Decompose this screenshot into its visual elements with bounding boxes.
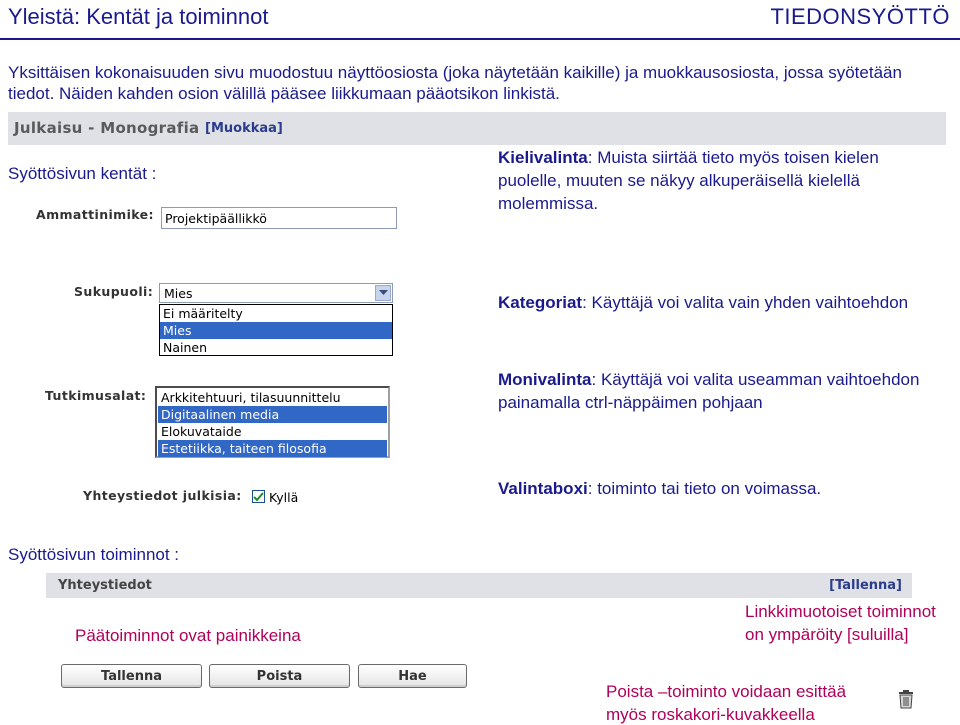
checkmark-icon (253, 492, 264, 502)
language-note-term: Kielivalinta (498, 148, 588, 167)
contact-public-checkbox[interactable] (252, 490, 265, 503)
gender-option[interactable]: Nainen (163, 340, 208, 355)
contact-title: Yhteystiedot (58, 578, 152, 593)
edit-link[interactable]: [Muokkaa] (205, 121, 283, 136)
save-link[interactable]: [Tallenna] (829, 578, 902, 593)
delete-button[interactable]: Poista (209, 664, 350, 688)
slide-section-label: TIEDONSYÖTTÖ (770, 4, 950, 29)
checkbox-note-term: Valintaboxi (498, 479, 588, 498)
header-divider (0, 38, 960, 40)
fields-section-label: Syöttösivun kentät : (8, 164, 157, 183)
category-note-text: : Käyttäjä voi valita vain yhden vaihtoehdon (582, 293, 909, 312)
category-note-term: Kategoriat (498, 293, 583, 312)
gender-option-selected[interactable]: Mies (160, 322, 392, 339)
actions-section-label: Syöttösivun toiminnot : (8, 545, 180, 564)
research-areas-multiselect[interactable] (155, 386, 390, 458)
research-area-option[interactable]: Arkkitehtuuri, tilasuunnittelu (161, 390, 341, 405)
search-button[interactable]: Hae (358, 664, 467, 688)
multiselect-note-text: : Käyttäjä voi valita useamman vaihtoehdon painamalla ctrl-näppäimen pohjaan (498, 370, 920, 412)
research-area-option-selected[interactable]: Estetiikka, taiteen filosofia (158, 440, 387, 457)
multiselect-note-term: Monivalinta (498, 370, 592, 389)
gender-options-list (159, 304, 393, 356)
contact-public-label: Yhteystiedot julkisia: (83, 488, 242, 503)
research-area-option-selected[interactable]: Digitaalinen media (158, 406, 387, 423)
contact-title-bar (46, 573, 912, 598)
gender-option[interactable]: Ei määritelty (163, 306, 243, 321)
publication-title-bar (8, 112, 946, 145)
link-actions-note: Linkkimuotoiset toiminnot on ympäröity [suluilla] (745, 602, 936, 644)
category-note (498, 291, 938, 314)
job-title-input[interactable]: Projektipäällikkö (161, 207, 397, 229)
slide-title: Yleistä: Kentät ja toiminnot (8, 4, 269, 29)
checkbox-note (498, 477, 938, 500)
trash-icon[interactable] (896, 689, 916, 709)
gender-select[interactable] (159, 283, 393, 303)
job-title-label: Ammattinimike: (36, 207, 154, 222)
save-button[interactable]: Tallenna (61, 664, 202, 688)
language-note-text: : Muista siirtää tieto myös toisen kielen puolelle, muuten se näkyy alkuperäisellä kielellä molemmissa. (498, 148, 879, 213)
research-area-option[interactable]: Elokuvataide (161, 424, 242, 439)
checkbox-note-text: : toiminto tai tieto on voimassa. (587, 479, 822, 498)
buttons-note: Päätoiminnot ovat painikkeina (75, 626, 301, 645)
gender-label: Sukupuoli: (74, 284, 154, 299)
intro-text: Yksittäisen kokonaisuuden sivu muodostuu näyttöosiosta (joka näytetään kaikille) ja muokkausosiosta, jossa syötetään tiedot. Näiden kahden osion välillä pääsee liikkumaan pääotsikon linkistä. (8, 63, 902, 103)
language-note (498, 146, 938, 215)
multiselect-note (498, 368, 938, 414)
delete-icon-note: Poista –toiminto voidaan esittää myös roskakori-kuvakkeella (606, 682, 847, 724)
publication-title: Julkaisu - Monografia (14, 119, 200, 137)
research-areas-label: Tutkimusalat: (45, 388, 147, 403)
contact-public-checkbox-label: Kyllä (269, 490, 299, 505)
gender-selected-value: Mies (164, 286, 193, 301)
chevron-down-icon[interactable] (375, 285, 391, 301)
